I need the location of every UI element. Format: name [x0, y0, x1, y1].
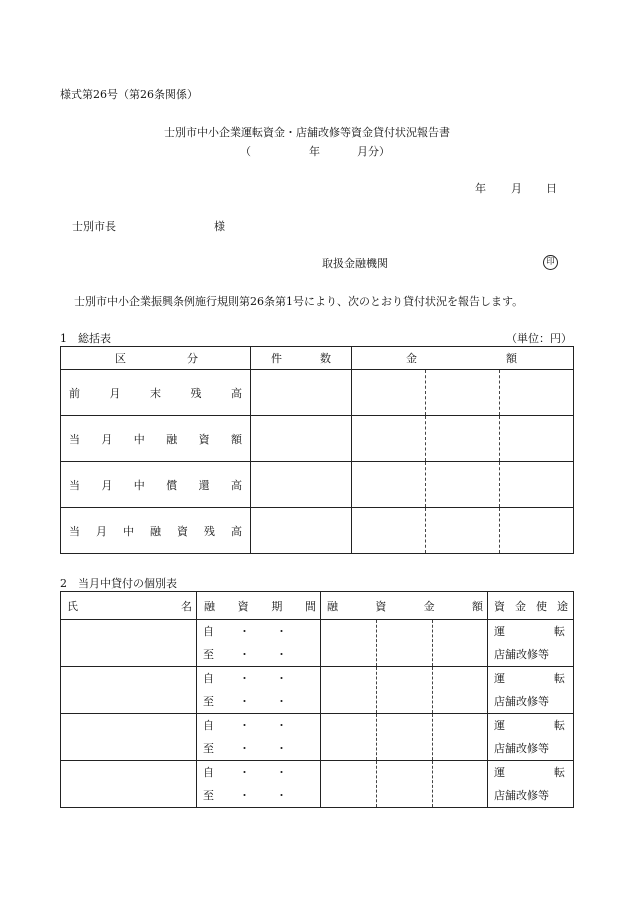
loan-amount-cell[interactable]: [433, 714, 488, 761]
amount-cell[interactable]: [352, 416, 426, 462]
summary-row: [61, 370, 574, 416]
individual-loans-table: [60, 591, 574, 808]
amount-cell[interactable]: [500, 508, 574, 554]
summary-row: [61, 416, 574, 462]
period-from: 自 ・ ・: [203, 719, 287, 732]
header-amount: 金 額: [352, 347, 574, 370]
period-from: 自 ・ ・: [203, 672, 287, 685]
period-open: （: [240, 145, 251, 158]
amount-cell[interactable]: [426, 416, 500, 462]
use-operating: 運 転: [494, 719, 566, 732]
row-label-prev-month-balance: 前 月 末 残 高: [61, 370, 251, 416]
amount-cell[interactable]: [500, 462, 574, 508]
header-category: 区 分: [61, 347, 251, 370]
use-operating: 運 転: [494, 766, 566, 779]
loan-row: [61, 714, 574, 761]
amount-cell[interactable]: [500, 370, 574, 416]
use-renovation: 店舗改修等: [494, 648, 550, 661]
amount-cell[interactable]: [426, 508, 500, 554]
borrower-name-cell[interactable]: [61, 761, 197, 808]
seal-mark-icon: 印: [543, 255, 558, 270]
borrower-name-cell[interactable]: [61, 714, 197, 761]
period-to: 至 ・ ・: [203, 695, 287, 708]
period-from: 自 ・ ・: [203, 625, 287, 638]
count-cell[interactable]: [251, 370, 352, 416]
amount-cell[interactable]: [500, 416, 574, 462]
loan-row: [61, 761, 574, 808]
date-day: 日: [546, 182, 557, 195]
loan-amount-cell[interactable]: [433, 620, 488, 667]
summary-row: [61, 508, 574, 554]
intro-text: 士別市中小企業振興条例施行規則第26条第1号により、次のとおり貸付状況を報告します。: [74, 295, 524, 308]
loan-amount-cell[interactable]: [321, 761, 377, 808]
amount-cell[interactable]: [352, 462, 426, 508]
loan-row: [61, 667, 574, 714]
period-to: 至 ・ ・: [203, 648, 287, 661]
row-label-month-repayment: 当 月 中 償 還 高: [61, 462, 251, 508]
amount-cell[interactable]: [352, 508, 426, 554]
loan-amount-cell[interactable]: [377, 714, 433, 761]
count-cell[interactable]: [251, 416, 352, 462]
fund-use-cell[interactable]: [488, 714, 574, 761]
summary-header-row: [61, 347, 574, 370]
loan-amount-cell[interactable]: [377, 761, 433, 808]
borrower-name-cell[interactable]: [61, 620, 197, 667]
section1-unit: （単位：円）: [506, 332, 572, 345]
use-renovation: 店舗改修等: [494, 789, 550, 802]
summary-table: [60, 346, 574, 554]
fund-use-cell[interactable]: [488, 761, 574, 808]
loan-amount-cell[interactable]: [433, 761, 488, 808]
loans-header-row: [61, 592, 574, 620]
section1-heading: 1 総括表: [60, 332, 111, 345]
period-to: 至 ・ ・: [203, 789, 287, 802]
count-cell[interactable]: [251, 508, 352, 554]
count-cell[interactable]: [251, 462, 352, 508]
header-count: 件 数: [251, 347, 352, 370]
date-year: 年: [475, 182, 486, 195]
date-month: 月: [511, 182, 522, 195]
document-title: 士別市中小企業運転資金・店舗改修等資金貸付状況報告書: [164, 126, 450, 139]
use-operating: 運 転: [494, 672, 566, 685]
row-label-month-loans: 当 月 中 融 資 額: [61, 416, 251, 462]
fund-use-cell[interactable]: [488, 620, 574, 667]
institution-label: 取扱金融機関: [322, 257, 388, 270]
header-loan-period: 融 資 期 間: [197, 592, 321, 620]
section2-heading: 2 当月中貸付の個別表: [60, 577, 177, 590]
form-number: 様式第26号（第26条関係）: [60, 88, 198, 101]
borrower-name-cell[interactable]: [61, 667, 197, 714]
use-renovation: 店舗改修等: [494, 695, 550, 708]
loan-row: [61, 620, 574, 667]
loan-amount-cell[interactable]: [321, 620, 377, 667]
use-renovation: 店舗改修等: [494, 742, 550, 755]
addressee-honorific: 様: [214, 220, 225, 233]
loan-period-cell[interactable]: [197, 761, 321, 808]
use-operating: 運 転: [494, 625, 566, 638]
loan-period-cell[interactable]: [197, 620, 321, 667]
fund-use-cell[interactable]: [488, 667, 574, 714]
header-name: 氏 名: [61, 592, 197, 620]
amount-cell[interactable]: [426, 370, 500, 416]
period-year: 年: [309, 145, 320, 158]
summary-row: [61, 462, 574, 508]
row-label-month-loan-balance: 当 月 中 融 資 残 高: [61, 508, 251, 554]
amount-cell[interactable]: [426, 462, 500, 508]
loan-period-cell[interactable]: [197, 714, 321, 761]
loan-amount-cell[interactable]: [321, 667, 377, 714]
period-to: 至 ・ ・: [203, 742, 287, 755]
addressee-name: 士別市長: [72, 220, 116, 233]
loan-amount-cell[interactable]: [377, 667, 433, 714]
loan-amount-cell[interactable]: [377, 620, 433, 667]
period-month: 月分）: [357, 145, 390, 158]
period-from: 自 ・ ・: [203, 766, 287, 779]
header-fund-use: 資 金 使 途: [488, 592, 574, 620]
loan-amount-cell[interactable]: [433, 667, 488, 714]
loan-period-cell[interactable]: [197, 667, 321, 714]
amount-cell[interactable]: [352, 370, 426, 416]
header-loan-amount: 融 資 金 額: [321, 592, 488, 620]
loan-amount-cell[interactable]: [321, 714, 377, 761]
